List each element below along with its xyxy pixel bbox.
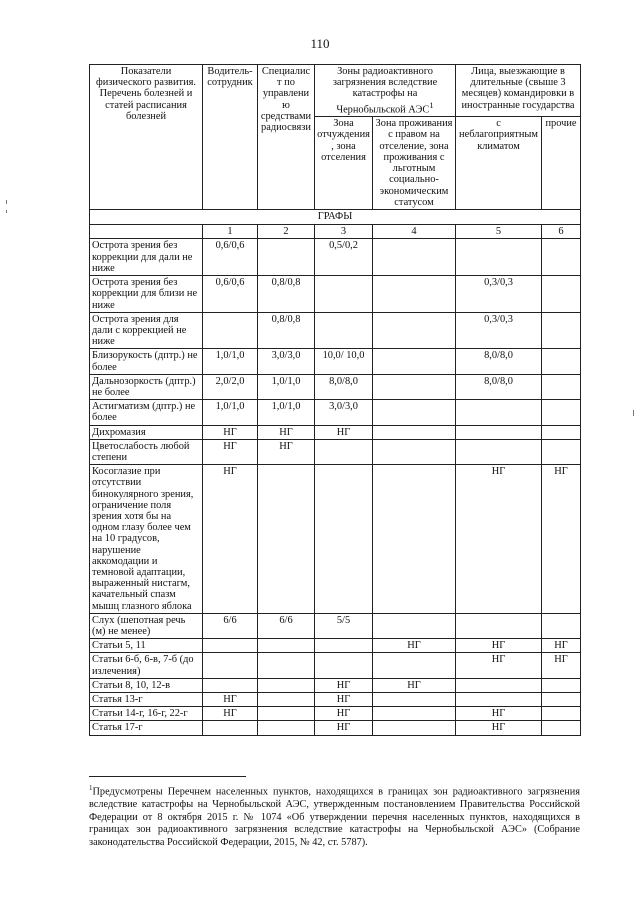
header-zone-exclusion: Зона отчуждения, зона отселения [315, 117, 373, 210]
row-label: Статьи 5, 11 [90, 639, 203, 653]
row-cell-col-5 [456, 425, 542, 439]
row-cell-col-4 [373, 239, 456, 276]
row-cell-col-2: 1,0/1,0 [258, 374, 315, 399]
header-persons-other: прочие [542, 117, 581, 210]
row-label: Статья 17-г [90, 721, 203, 735]
row-cell-col-3 [315, 465, 373, 614]
table-row [90, 678, 581, 692]
row-cell-col-4 [373, 653, 456, 678]
row-cell-col-6 [542, 276, 581, 313]
row-cell-col-5: НГ [456, 707, 542, 721]
requirements-table [89, 64, 581, 736]
column-number: 6 [542, 225, 581, 239]
row-cell-col-5: НГ [456, 653, 542, 678]
row-label: Статья 13-г [90, 693, 203, 707]
row-cell-col-6 [542, 400, 581, 425]
column-number: 2 [258, 225, 315, 239]
row-cell-col-1: НГ [203, 439, 258, 464]
row-cell-col-3: НГ [315, 425, 373, 439]
row-cell-col-2 [258, 693, 315, 707]
scan-margin-mark [6, 200, 7, 204]
column-number: 1 [203, 225, 258, 239]
footnote-ref: 1 [429, 99, 434, 110]
row-cell-col-5: 0,3/0,3 [456, 312, 542, 349]
table-row [90, 439, 581, 464]
row-label: Острота зрения без коррекции для дали не ниже [90, 239, 203, 276]
footnote-mark: 1 [89, 784, 93, 792]
header-persons-group: Лица, выезжающие в длительные (свыше 3 месяцев) командировки в иностранные государства [456, 65, 581, 117]
row-cell-col-3 [315, 312, 373, 349]
row-cell-col-4 [373, 721, 456, 735]
table-row [90, 721, 581, 735]
table-row [90, 639, 581, 653]
row-cell-col-1 [203, 653, 258, 678]
row-cell-col-2 [258, 639, 315, 653]
column-number: 4 [373, 225, 456, 239]
row-cell-col-6: НГ [542, 639, 581, 653]
table-row [90, 707, 581, 721]
row-cell-col-3: 8,0/8,0 [315, 374, 373, 399]
table-row [90, 465, 581, 614]
row-cell-col-5: НГ [456, 721, 542, 735]
row-label: Цветослабость любой степени [90, 439, 203, 464]
header-grafy: ГРАФЫ [90, 210, 581, 225]
table-header [90, 65, 581, 239]
row-label: Слух (шепотная речь (м) не менее) [90, 613, 203, 638]
row-cell-col-1: 1,0/1,0 [203, 400, 258, 425]
row-cell-col-2 [258, 239, 315, 276]
row-cell-col-4 [373, 613, 456, 638]
row-cell-col-5 [456, 693, 542, 707]
row-label: Острота зрения для дали с коррекцией не ниже [90, 312, 203, 349]
row-cell-col-1 [203, 639, 258, 653]
row-cell-col-4 [373, 374, 456, 399]
row-cell-col-3 [315, 276, 373, 313]
header-col-driver: Водитель-сотрудник [203, 65, 258, 210]
row-cell-col-4 [373, 465, 456, 614]
row-cell-col-4: НГ [373, 639, 456, 653]
row-cell-col-2: 1,0/1,0 [258, 400, 315, 425]
row-cell-col-3: 3,0/3,0 [315, 400, 373, 425]
row-cell-col-4 [373, 312, 456, 349]
row-cell-col-4 [373, 425, 456, 439]
header-zone-residence: Зона проживания с правом на отселение, зона проживания с льготным социально-экономическим статусом [373, 117, 456, 210]
row-cell-col-6 [542, 678, 581, 692]
row-cell-col-5 [456, 400, 542, 425]
header-col-radio-specialist: Специалист по управлению средствами радиосвязи [258, 65, 315, 210]
row-cell-col-6 [542, 239, 581, 276]
row-cell-col-1 [203, 312, 258, 349]
row-cell-col-3: 0,5/0,2 [315, 239, 373, 276]
row-cell-col-6 [542, 349, 581, 374]
row-cell-col-2: 0,8/0,8 [258, 312, 315, 349]
header-zones-group [315, 65, 456, 117]
row-cell-col-3 [315, 653, 373, 678]
row-cell-col-5: 8,0/8,0 [456, 374, 542, 399]
table-row [90, 349, 581, 374]
row-cell-col-1: 2,0/2,0 [203, 374, 258, 399]
footnote-divider [89, 776, 246, 777]
row-cell-col-2 [258, 707, 315, 721]
row-cell-col-6 [542, 613, 581, 638]
row-cell-col-5: НГ [456, 639, 542, 653]
header-zones-text: Зоны радиоактивного загрязнения вследствие катастрофы на Чернобыльской АЭС [332, 66, 438, 116]
row-cell-col-1: НГ [203, 465, 258, 614]
row-cell-col-5: 0,3/0,3 [456, 276, 542, 313]
row-cell-col-4 [373, 349, 456, 374]
row-label: Острота зрения без коррекции для близи не ниже [90, 276, 203, 313]
table-row [90, 374, 581, 399]
row-cell-col-1: 1,0/1,0 [203, 349, 258, 374]
row-cell-col-1: НГ [203, 707, 258, 721]
row-cell-col-6 [542, 374, 581, 399]
row-cell-col-1: 0,6/0,6 [203, 239, 258, 276]
row-label: Дальнозоркость (дптр.) не более [90, 374, 203, 399]
row-cell-col-3 [315, 639, 373, 653]
row-cell-col-1 [203, 721, 258, 735]
table-row [90, 613, 581, 638]
row-cell-col-4 [373, 693, 456, 707]
header-col-indicators: Показатели физического развития. Перечень болезней и статей расписания болезней [90, 65, 203, 210]
row-cell-col-6 [542, 707, 581, 721]
row-cell-col-2: 0,8/0,8 [258, 276, 315, 313]
table-row [90, 312, 581, 349]
column-number: 3 [315, 225, 373, 239]
row-label: Дихромазия [90, 425, 203, 439]
row-cell-col-3: 10,0/ 10,0 [315, 349, 373, 374]
table-body [90, 239, 581, 735]
page-number: 110 [310, 36, 330, 51]
row-cell-col-4 [373, 276, 456, 313]
table-row [90, 693, 581, 707]
column-numbers-row [90, 225, 581, 239]
table-row [90, 239, 581, 276]
row-cell-col-6: НГ [542, 465, 581, 614]
row-label: Статьи 8, 10, 12-в [90, 678, 203, 692]
row-cell-col-5: НГ [456, 465, 542, 614]
row-cell-col-5: 8,0/8,0 [456, 349, 542, 374]
footnote-text: Предусмотрены Перечнем населенных пунктов, находящихся в границах зон радиоактивного загрязнения вследствие катастрофы на Чернобыльской АЭС, утвержденным постановлением Правительства Российской Федерации от 8 октября 2015 г. № 1074 «Об утверждении перечня населенных пунктов, находящихся в границах зон радиоактивного загрязнения вследствие катастрофы на Чернобыльской АЭС» (Собрание законодательства Российской Федерации, 2015, № 42, ст. 5787). [89, 786, 580, 848]
row-cell-col-3: НГ [315, 707, 373, 721]
row-cell-col-5 [456, 613, 542, 638]
row-cell-col-4: НГ [373, 678, 456, 692]
row-cell-col-4 [373, 439, 456, 464]
row-label: Астигматизм (дптр.) не более [90, 400, 203, 425]
footnote [89, 782, 580, 849]
row-label: Близорукость (дптр.) не более [90, 349, 203, 374]
row-cell-col-2: НГ [258, 439, 315, 464]
row-cell-col-3 [315, 439, 373, 464]
row-cell-col-3: НГ [315, 721, 373, 735]
row-cell-col-2: 6/6 [258, 613, 315, 638]
row-cell-col-2 [258, 653, 315, 678]
column-number-blank [90, 225, 203, 239]
row-cell-col-6: НГ [542, 653, 581, 678]
row-cell-col-2 [258, 721, 315, 735]
row-cell-col-2 [258, 678, 315, 692]
table-row [90, 653, 581, 678]
row-cell-col-1: НГ [203, 693, 258, 707]
row-cell-col-6 [542, 693, 581, 707]
table-row [90, 425, 581, 439]
row-label: Статьи 6-б, 6-в, 7-б (до излечения) [90, 653, 203, 678]
row-cell-col-1: 6/6 [203, 613, 258, 638]
row-cell-col-1: 0,6/0,6 [203, 276, 258, 313]
row-cell-col-5 [456, 678, 542, 692]
row-cell-col-4 [373, 400, 456, 425]
row-label: Статьи 14-г, 16-г, 22-г [90, 707, 203, 721]
row-cell-col-6 [542, 425, 581, 439]
row-cell-col-6 [542, 312, 581, 349]
row-cell-col-3: НГ [315, 693, 373, 707]
column-number: 5 [456, 225, 542, 239]
row-cell-col-2: 3,0/3,0 [258, 349, 315, 374]
row-label: Косоглазие при отсутствии бинокулярного зрения, ограничение поля зрения хотя бы на одном глазу более чем на 10 градусов, нарушение аккомодации и темновой адаптации, выраженный нистагм, качательный спазм мышц глазного яблока [90, 465, 203, 614]
scan-margin-mark [633, 410, 634, 416]
row-cell-col-3: НГ [315, 678, 373, 692]
row-cell-col-3: 5/5 [315, 613, 373, 638]
scan-margin-mark [6, 210, 7, 213]
row-cell-col-5 [456, 439, 542, 464]
header-persons-adverse-climate: с неблагоприятным климатом [456, 117, 542, 210]
row-cell-col-6 [542, 721, 581, 735]
row-cell-col-1 [203, 678, 258, 692]
table-row [90, 400, 581, 425]
table-row [90, 276, 581, 313]
row-cell-col-1: НГ [203, 425, 258, 439]
row-cell-col-4 [373, 707, 456, 721]
row-cell-col-6 [542, 439, 581, 464]
row-cell-col-5 [456, 239, 542, 276]
row-cell-col-2 [258, 465, 315, 614]
row-cell-col-2: НГ [258, 425, 315, 439]
